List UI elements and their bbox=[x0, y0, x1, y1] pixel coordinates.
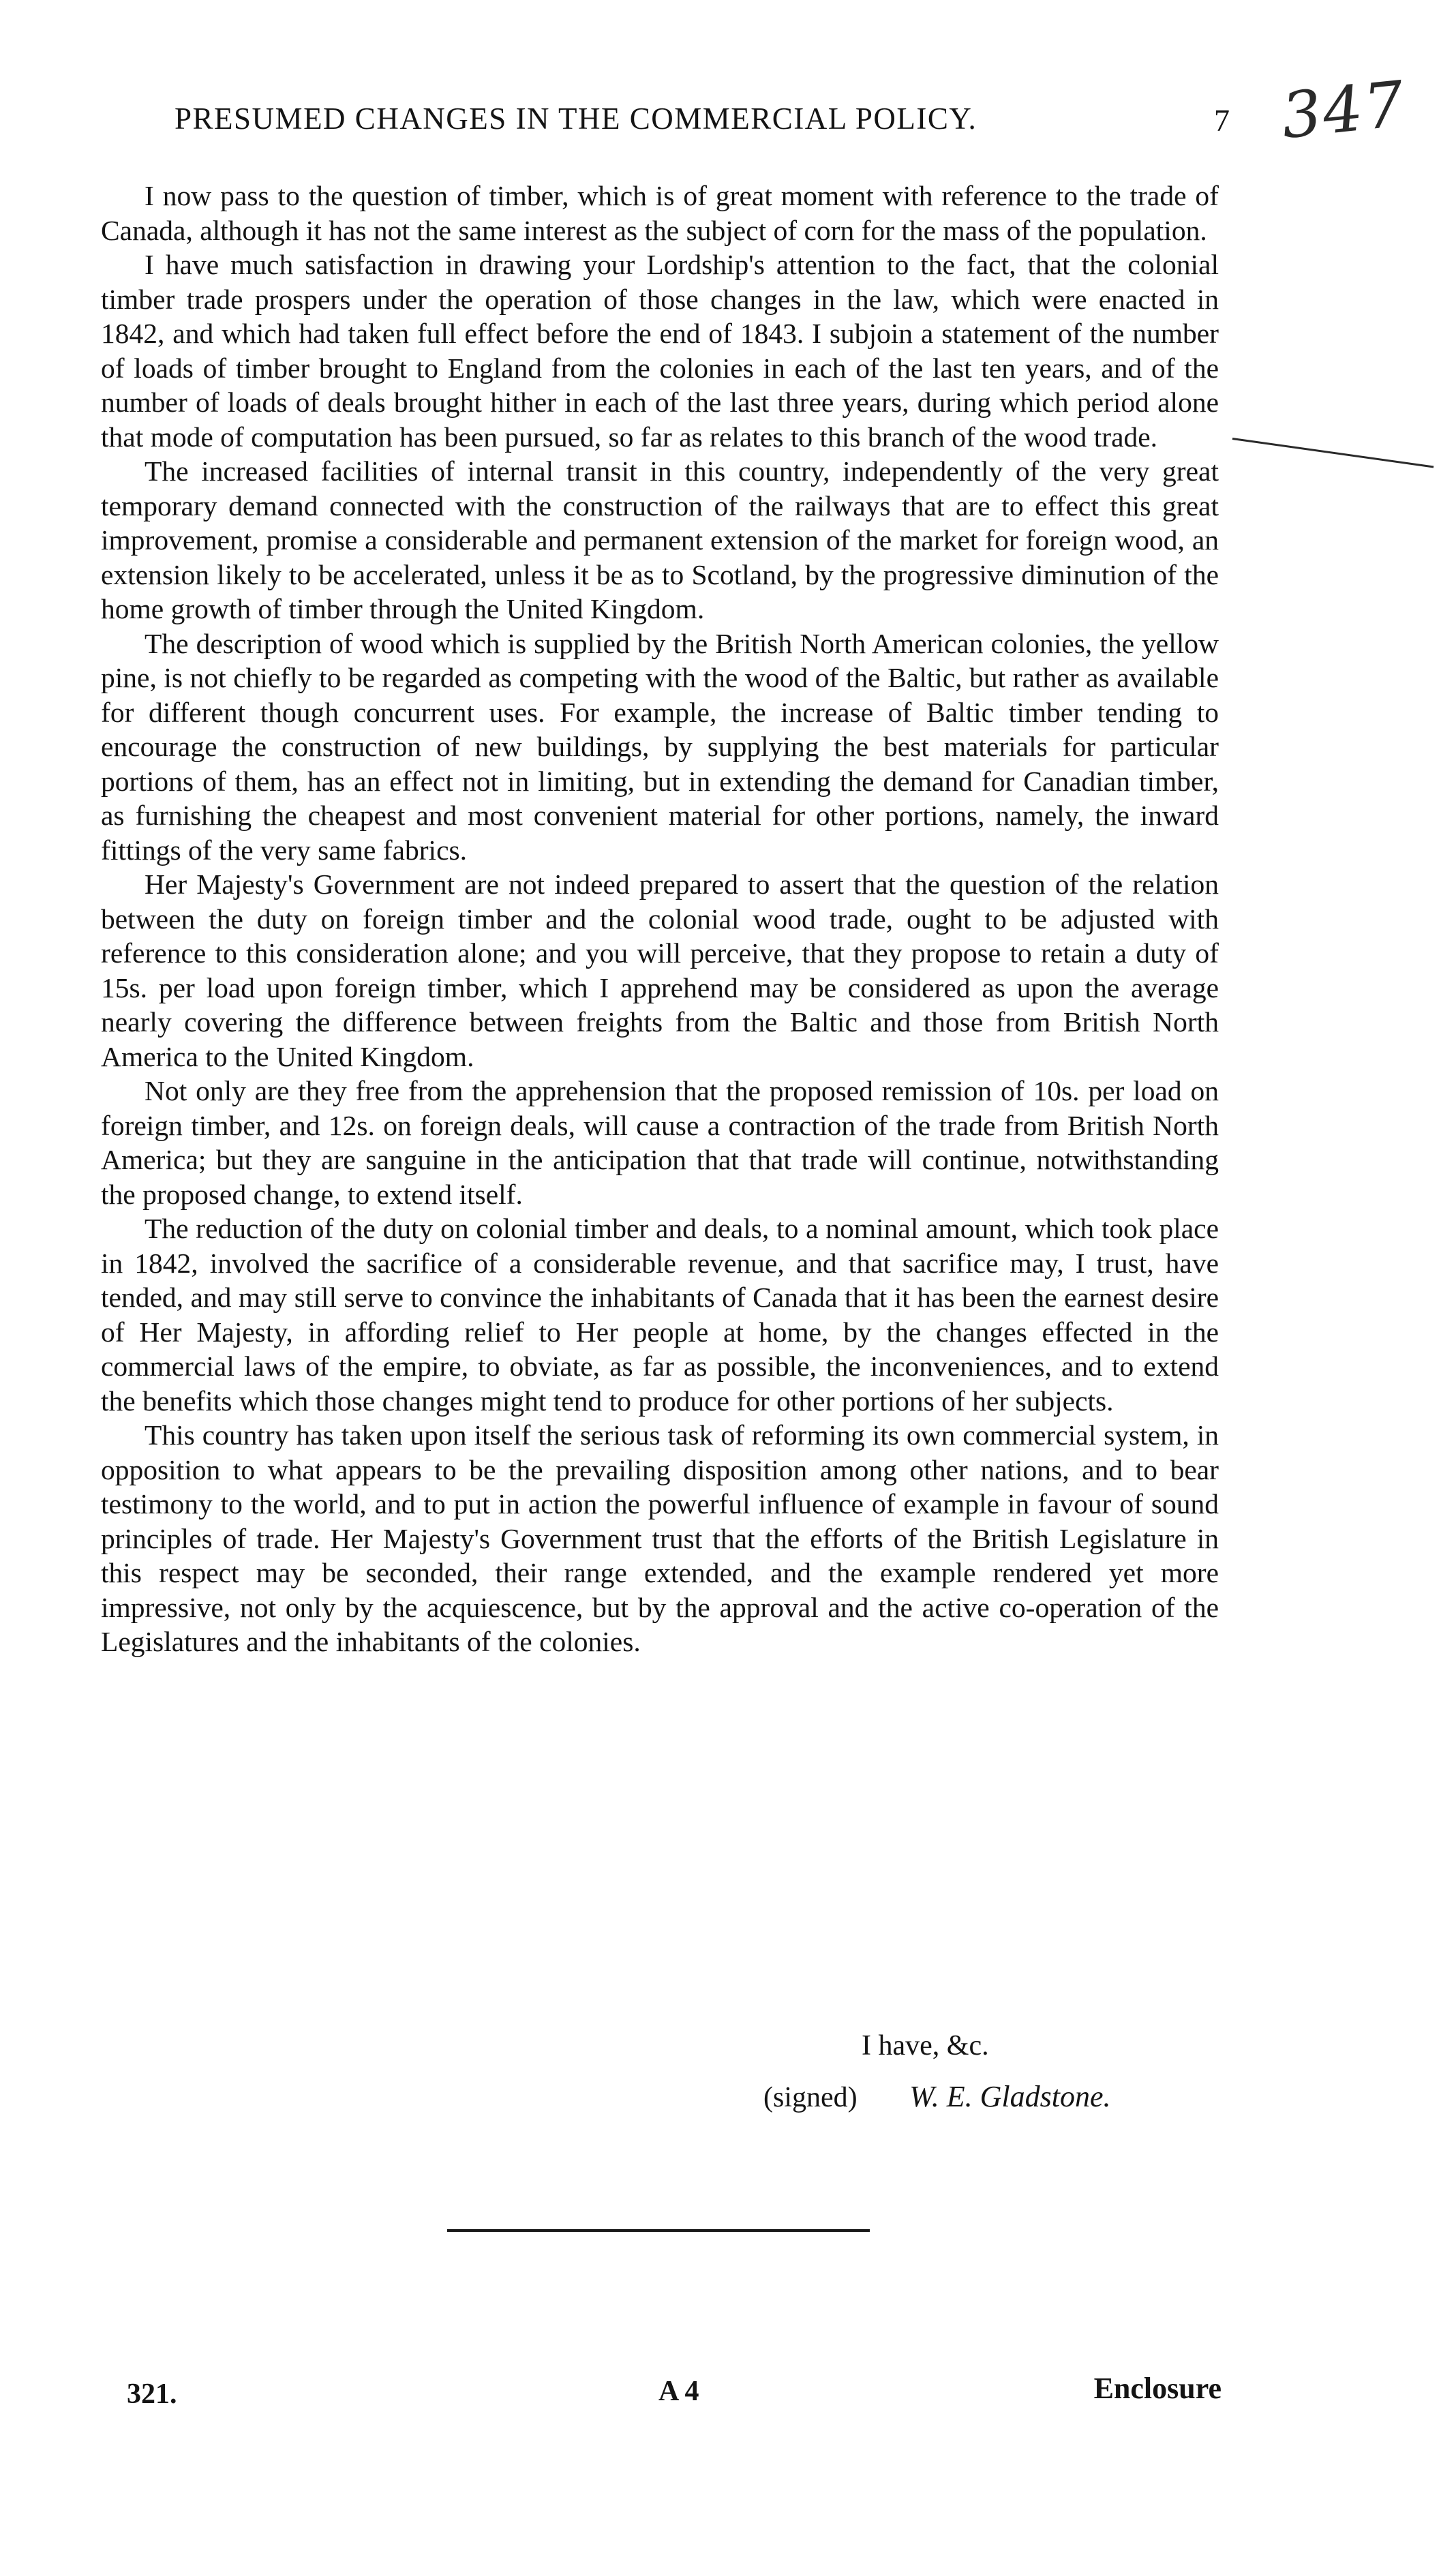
signatory-name: W. E. Gladstone. bbox=[909, 2080, 1111, 2113]
document-number: 321. bbox=[127, 2378, 177, 2410]
signature-line bbox=[763, 2079, 1111, 2114]
paragraph-internal-transit: The increased facilities of internal transit in this country, independently of the very great temporary demand connected with the construction of the railways that are to effect this great improvement, promise a considerable and permanent extension of the market for foreign wood, an extension likely to be accelerated, unless it be as to Scotland, by the progressive diminution of the home growth of timber through the United Kingdom. bbox=[101, 455, 1219, 624]
catchword: Enclosure bbox=[1093, 2372, 1222, 2405]
paragraph-duty-reduction: The reduction of the duty on colonial timber and deals, to a nominal amount, which took place in 1842, involved the sacrifice of a considerable revenue, and that sacrifice may, I trust, have tended, and may still serve to convince the inhabitants of Canada that it has been the earnest desire of Her Majesty, in affording relief to Her people at home, by the changes effected in the commercial laws of the empire, to obviate, as far as possible, the inconveniences, and to extend the benefits which those changes might tend to produce for other portions of her subjects. bbox=[101, 1213, 1219, 1417]
paragraph-foreign-timber-duty: Her Majesty's Government are not indeed prepared to assert that the question of the relation between the duty on foreign timber and the colonial wood trade, ought to be adjusted with reference to this consideration alone; and you will perceive, that they propose to retain a duty of 15s. per load upon foreign timber, which I apprehend may be considered as upon the average nearly covering the difference between freights from the Baltic and those from British North America to the United Kingdom. bbox=[101, 868, 1219, 1072]
handwritten-folio-number: 347 bbox=[1277, 67, 1409, 153]
running-title: PRESUMED CHANGES IN THE COMMERCIAL POLICY. bbox=[175, 102, 977, 136]
margin-pencil-mark bbox=[1232, 438, 1434, 468]
paragraph-yellow-pine: The description of wood which is supplied by the British North American colonies, the yellow pine, is not chiefly to be regarded as competing with the wood of the Baltic, but rather as available for different though concurrent uses. For example, the increase of Baltic timber tending to encourage the construction of new buildings, by supplying the best materials for particular portions of them, has an effect not in limiting, but in extending the demand for Canadian timber, as furnishing the cheapest and most convenient material for other portions, namely, the inward fittings of the very same fabrics. bbox=[101, 627, 1219, 866]
signed-label: (signed) bbox=[763, 2082, 858, 2113]
signature-mark: A 4 bbox=[658, 2376, 699, 2407]
section-divider-rule bbox=[447, 2229, 870, 2232]
letter-body bbox=[101, 179, 1219, 1659]
valediction: I have, &c. bbox=[862, 2030, 989, 2061]
paragraph-timber-question: I now pass to the question of timber, which is of great moment with reference to the trade of Canada, although it has not the same interest as the subject of corn for the mass of the population. bbox=[101, 180, 1219, 246]
paragraph-colonial-timber-trade: I have much satisfaction in drawing your Lordship's attention to the fact, that the colonial timber trade prospers under the operation of those changes in the law, which were enacted in 1842, and which had taken full effect before the end of 1843. I subjoin a statement of the number of loads of timber brought to England from the colonies in each of the last ten years, and of the number of loads of deals brought hither in each of the last three years, during which period alone that mode of computation has been pursued, so far as relates to this branch of the wood trade. bbox=[101, 249, 1219, 453]
paragraph-remission: Not only are they free from the apprehension that the proposed remission of 10s. per load on foreign timber, and 12s. on foreign deals, will cause a contraction of the trade from British North America; but they are sanguine in the anticipation that that trade will continue, notwithstanding the proposed change, to extend itself. bbox=[101, 1075, 1219, 1210]
page-header bbox=[175, 101, 1230, 155]
page-number: 7 bbox=[1214, 103, 1230, 138]
paragraph-commercial-reform: This country has taken upon itself the serious task of reforming its own commercial system, in opposition to what appears to be the prevailing disposition among other nations, and to bear testimony to the world, and to put in action the powerful influence of example in favour of sound principles of trade. Her Majesty's Government trust that the efforts of the British Legislature in this respect may be seconded, their range extended, and the example rendered yet more impressive, not only by the acquiescence, but by the approval and the active co-operation of the Legislatures and the inhabitants of the colonies. bbox=[101, 1419, 1219, 1657]
